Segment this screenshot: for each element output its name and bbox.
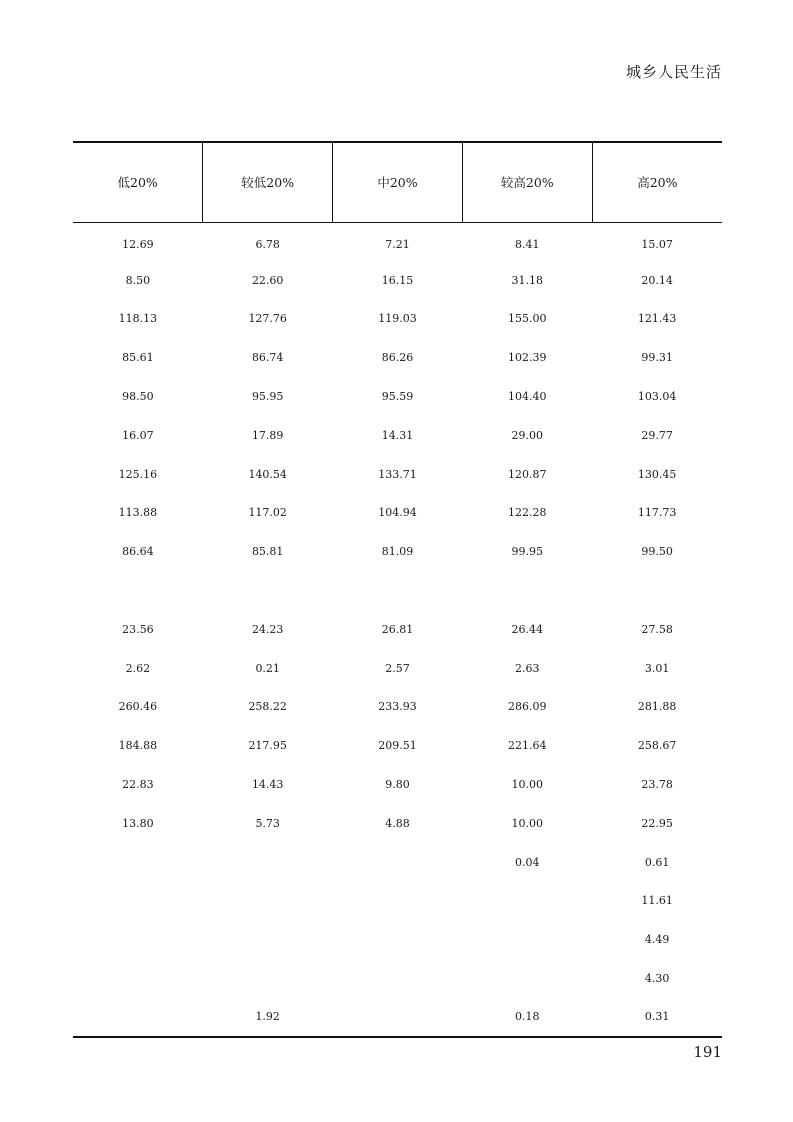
column-header: 较高20% <box>462 142 592 222</box>
table-cell: 4.88 <box>385 816 410 830</box>
table-cell: 22.83 <box>122 778 154 792</box>
column-header: 中20% <box>333 142 463 222</box>
table-cell <box>73 959 203 998</box>
table-cell <box>333 571 463 610</box>
table-cell: 7.21 <box>385 238 410 252</box>
table-cell <box>462 571 592 610</box>
table-cell: 26.81 <box>381 622 414 636</box>
table-row <box>73 843 722 882</box>
running-head-title: 城乡人民生活 <box>625 63 722 81</box>
table-row <box>73 455 722 494</box>
table-cell: 281.88 <box>637 700 677 714</box>
table-cell: 27.58 <box>641 622 673 636</box>
table-cell: 133.71 <box>378 467 417 481</box>
table-cell: 13.80 <box>122 816 154 830</box>
table-cell: 4.49 <box>644 933 670 947</box>
table-cell: 119.03 <box>378 312 417 326</box>
table-cell: 1.92 <box>203 998 333 1037</box>
table-body <box>73 222 722 1037</box>
table-cell: 0.04 <box>515 855 540 869</box>
table-cell: 10.00 <box>511 778 544 792</box>
table-row <box>73 610 722 649</box>
table-cell: 118.13 <box>118 312 158 326</box>
table-cell: 2.63 <box>515 661 540 675</box>
table-cell: 9.80 <box>385 778 410 792</box>
table-cell: 98.50 <box>122 390 154 404</box>
table-cell: 117.73 <box>637 506 677 520</box>
table-row <box>73 300 722 339</box>
table-row <box>73 222 722 261</box>
table-row <box>73 377 722 416</box>
table-cell: 85.81 <box>251 545 284 559</box>
table-cell: 14.43 <box>251 778 284 792</box>
table-cell: 125.16 <box>118 467 158 481</box>
table-row <box>73 571 722 610</box>
table-cell: 8.50 <box>125 273 151 287</box>
table-cell: 0.21 <box>255 661 280 675</box>
table-cell: 29.77 <box>641 428 673 442</box>
table-cell: 155.00 <box>508 312 547 326</box>
table-cell: 0.61 <box>644 855 670 869</box>
table-cell: 23.78 <box>641 778 673 792</box>
table-cell <box>333 959 463 998</box>
table-cell: 217.95 <box>248 739 287 753</box>
table-cell: 0.18 <box>462 998 592 1037</box>
table-cell: 31.18 <box>511 273 544 287</box>
table-cell: 233.93 <box>378 700 417 714</box>
table-row <box>73 494 722 533</box>
table-cell: 3.01 <box>644 661 670 675</box>
table-cell: 99.95 <box>511 545 544 559</box>
table-row <box>73 920 722 959</box>
table-cell: 104.40 <box>508 390 547 404</box>
table-cell: 260.46 <box>118 700 158 714</box>
table-row <box>73 726 722 765</box>
table-cell: 221.64 <box>508 739 547 753</box>
column-header: 低20% <box>73 142 203 222</box>
table-cell: 22.60 <box>251 273 284 287</box>
table-cell <box>333 882 463 921</box>
table-cell: 258.22 <box>248 700 287 714</box>
table-cell <box>333 998 463 1037</box>
table-cell: 16.07 <box>122 428 154 442</box>
table-row <box>73 998 722 1037</box>
table-row <box>73 959 722 998</box>
table-cell <box>462 882 592 921</box>
table-cell: 86.74 <box>251 351 284 365</box>
table-row <box>73 649 722 688</box>
column-header: 较低20% <box>203 142 333 222</box>
table-cell: 86.26 <box>381 351 414 365</box>
table-row <box>73 338 722 377</box>
table-cell: 121.43 <box>637 312 677 326</box>
table-row <box>73 532 722 571</box>
table-cell: 12.69 <box>122 238 154 252</box>
table-row <box>73 416 722 455</box>
table-cell: 86.64 <box>122 545 154 559</box>
table-cell: 23.56 <box>122 622 154 636</box>
table-cell: 5.73 <box>255 816 280 830</box>
table-cell: 14.31 <box>381 428 414 442</box>
table-cell <box>203 571 333 610</box>
table-cell: 20.14 <box>641 273 673 287</box>
table-cell <box>592 571 722 610</box>
table-cell: 15.07 <box>641 238 673 252</box>
table-cell <box>73 843 203 882</box>
table-cell: 81.09 <box>381 545 414 559</box>
table-cell: 286.09 <box>508 700 547 714</box>
table-cell: 95.95 <box>251 390 284 404</box>
table-cell <box>203 920 333 959</box>
table-cell <box>73 920 203 959</box>
page-number: 191 <box>693 1043 722 1061</box>
table-cell: 95.59 <box>381 390 414 404</box>
table-cell: 127.76 <box>248 312 287 326</box>
table-cell: 99.50 <box>641 545 673 559</box>
table-cell: 0.31 <box>592 998 722 1037</box>
table-cell: 113.88 <box>118 506 158 520</box>
table-cell: 258.67 <box>637 739 677 753</box>
table-row <box>73 882 722 921</box>
table-cell <box>333 843 463 882</box>
table-cell: 10.00 <box>511 816 544 830</box>
table-cell: 26.44 <box>511 622 544 636</box>
table-cell: 184.88 <box>118 739 158 753</box>
table-cell: 85.61 <box>122 351 154 365</box>
table-cell <box>73 571 203 610</box>
table-row <box>73 261 722 300</box>
table-cell <box>203 882 333 921</box>
table-cell: 11.61 <box>641 894 673 908</box>
table-cell: 2.57 <box>385 661 410 675</box>
table-cell: 2.62 <box>125 661 151 675</box>
table-cell: 103.04 <box>637 390 677 404</box>
table-cell <box>333 920 463 959</box>
table-cell: 22.95 <box>641 816 673 830</box>
table-cell: 6.78 <box>255 238 280 252</box>
table-cell <box>203 959 333 998</box>
table-cell: 24.23 <box>251 622 284 636</box>
table-cell: 209.51 <box>378 739 417 753</box>
table-cell: 16.15 <box>381 273 414 287</box>
column-header: 高20% <box>592 142 722 222</box>
table-cell <box>462 959 592 998</box>
table-cell: 29.00 <box>511 428 544 442</box>
income-quintile-table <box>73 141 722 1038</box>
table-cell: 122.28 <box>508 506 547 520</box>
table-cell: 130.45 <box>637 467 677 481</box>
table-cell: 104.94 <box>378 506 417 520</box>
table-row <box>73 765 722 804</box>
table-cell: 8.41 <box>515 238 540 252</box>
table-header <box>73 142 722 222</box>
table-cell: 4.30 <box>644 972 670 986</box>
table-cell <box>73 998 203 1037</box>
table-cell <box>203 843 333 882</box>
table-cell: 140.54 <box>248 467 287 481</box>
header-row <box>73 142 722 222</box>
table-cell: 117.02 <box>248 506 287 520</box>
table-cell: 17.89 <box>251 428 284 442</box>
table-cell: 99.31 <box>641 351 673 365</box>
table-row <box>73 688 722 727</box>
table-cell: 120.87 <box>508 467 547 481</box>
table-cell: 102.39 <box>508 351 547 365</box>
table-cell <box>73 882 203 921</box>
table-cell <box>462 920 592 959</box>
table-row <box>73 804 722 843</box>
